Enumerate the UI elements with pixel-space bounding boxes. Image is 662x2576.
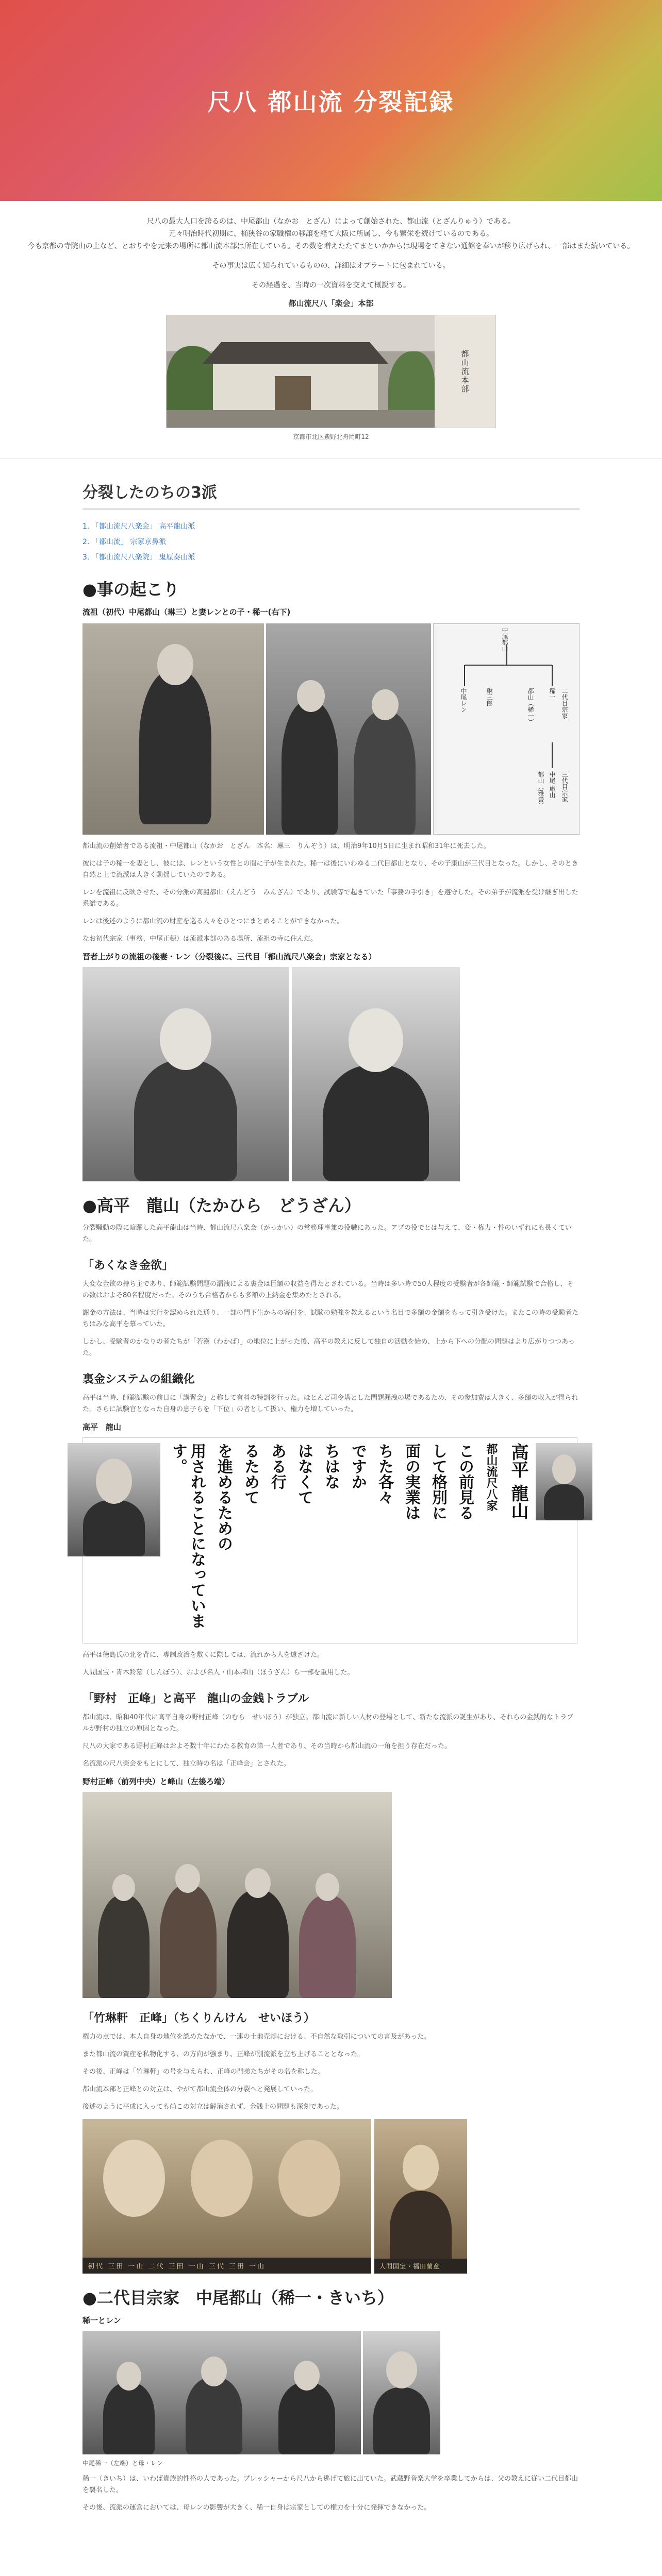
honbu-address: 京都市北区紫野北舟岡町12 [293, 433, 369, 440]
ren-old-photo [292, 967, 460, 1181]
banner-text-col: して格別に [429, 1443, 447, 1520]
honbu-signboard [435, 315, 495, 428]
takahira-banner [82, 1437, 577, 1643]
faction-link[interactable]: 3. 「都山流尺八楽院」 鬼原奏山派 [82, 553, 195, 562]
banner-title: 都山流尺八家 [485, 1443, 498, 1511]
mita-strip-label: 初代 三田 一山 二代 三田 一山 三代 三田 一山 [82, 2258, 371, 2274]
nozaki-paragraph: 都山流本部と正峰との対立は、やがて都山流全体の分裂へと発展していった。 [82, 2086, 318, 2093]
mita-photo-strip [82, 2119, 580, 2274]
kiichi-photo-row [82, 2331, 580, 2454]
tree-label: 三代目宗家 [561, 771, 568, 802]
banner-text-col: ちはな [322, 1443, 340, 1489]
founder-photo [82, 623, 264, 835]
ren-photo-row [82, 967, 580, 1181]
tree-label: 中尾 康山 [549, 771, 556, 798]
origin-paragraph: 彼には子の稀一を妻とし、彼には、レンという女性との間に子が生まれた。稀一は後にいわゆる二代目都山となり、その子康山が三代目となった。しかし、そのとき自然と上で流派は大きく動揺していたのである。 [82, 860, 578, 879]
nozaki-paragraph: また都山流の資産を私物化する、の方向が強まり、正峰が別流派を立ち上げることとなった。 [82, 2050, 365, 2058]
intro-section [0, 201, 662, 441]
kiichi-paragraph: 稀一（きいち）は、いわば貴族的性格の人であった。プレッシャーから尺八から逃げて旅に出ていた。武蔵野音楽大学を卒業してからは、父の教えに従い二代目都山を襲名した。 [82, 2475, 578, 2494]
kiichi-subheading: 稀一とレン [82, 2316, 121, 2325]
banner-text-col: を進めるための [214, 1443, 233, 1551]
banner-text-col: この前見る [456, 1443, 474, 1520]
kiichi-photo-caption: 中尾稀一（左端）と母・レン [82, 2460, 163, 2467]
nozaki-caption: 野村正峰（前列中央）と峰山（左後ろ端） [82, 1777, 230, 1786]
nozaki-paragraph: 権力の点では、本人自身の地位を認めたなかで、一連の土地売却における、不自然な取引についての言及があった。 [82, 2033, 431, 2041]
nozaki-paragraph: 名流派の尺八楽会をもとにして、独立時の名は「正峰会」とされた。 [82, 1760, 290, 1768]
takahira-heading: ●高平 龍山（たかひら どうざん） [82, 1196, 361, 1215]
origin-photo-row [82, 623, 580, 835]
page-title: 尺八 都山流 分裂記録 [207, 88, 455, 116]
nozaki-heading: 「野村 正峰」と高平 龍山の金銭トラブル [82, 1692, 309, 1705]
origin-paragraph: なお初代宗家（事務、中尾正穂）は流派本部のある場所、流祖の寺に住んだ。 [82, 935, 318, 943]
family-tree-lines [434, 624, 580, 835]
tree-label: 琳三郎 [486, 688, 493, 706]
intro-paragraph: 今も京都の寺院山の上など、とおりやを元来の場所に都山流本部は所在している。その数を増えたたてまといかからは現場をてきない通館を奉いが移り広げられ、一部はまた続いている。 [27, 242, 635, 250]
takahira-paragraph: 人間国宝・青木鈴慕（しんぼう）、および名人・山本邦山（ほうざん）ら一部を重用した。 [82, 1669, 354, 1676]
tree-label: 中尾レン [460, 688, 467, 713]
intro-paragraph: 尺八の最大人口を誇るのは、中尾都山（なかお とざん）によって創始された、都山流（とざんりゅう）である。 [147, 217, 515, 226]
nozaki-paragraph: 尺八の大家である野村正峰はおよそ数十年にわたる教育の第一人者であり、その当時から都山流の一角を担う存在だった。 [82, 1742, 452, 1750]
factions-title: 分裂したのちの3派 [82, 480, 580, 510]
kiichi-portrait [363, 2331, 440, 2454]
origin-paragraph: レンを流祖に反映させた、その分派の高麗都山（えんどう みんざん）であり、試験等で起きていた「事務の手引き」を遵守した。その弟子が流派を受け継ぎ出した系譜である。 [82, 889, 578, 908]
origin-paragraph: 都山流の創始者である流祖・中尾都山（なかお とざん 本名：琳三 りんぞう）は、明治9年10月5日に生まれ昭和31年に死去した。 [82, 842, 490, 850]
chikurinken-heading: 「竹琳軒 正峰」（ちくりんけん せいほう） [82, 2012, 316, 2025]
kiichi-heading: ●二代目宗家 中尾都山（稀一・きいち） [82, 2288, 394, 2308]
kiichi-paragraph: その後、流派の運営においては、母レンの影響が大きく、稀一自身は宗家としての権力を十分に発揮できなかった。 [82, 2504, 431, 2512]
ren-caption: 晋者上がりの流祖の後妻・レン（分裂後に、三代目「都山流尺八楽会」宗家となる） [82, 952, 376, 961]
takahira-paragraph: 高平は徳島氏の北を背に、専制政治を敷くに際しては、流れから人を遠ざけた。 [82, 1651, 324, 1659]
banner-text-col: るためて [241, 1443, 259, 1505]
tree-label: 稀一 [549, 688, 556, 700]
takahira-paragraph: 謝金の方法は、当時は実行を認められた通り、一部の門下生からの寄付を、試験の勉強を教えるという名目で多額の金額をもって引き受けた。またこの時の受験者たちはみな高平を慕っていた。 [82, 1309, 579, 1328]
banner-text-col: ある行 [268, 1443, 286, 1489]
hero-banner [0, 0, 662, 201]
tree-label: 中尾都山 [501, 627, 508, 652]
origin-paragraph: レンは後述のように都山流の財産を巡る人々をひとつにまとめることができなかった。 [82, 918, 344, 925]
takahira-paragraph: しかし、受験者のかなりの者たちが「若漢（わかば）」の地位に上がった後、高平の教えに反して独自の活動を始め、上から下への分配の問題はより広がりつつあった。 [82, 1338, 575, 1357]
group-photo [82, 1792, 392, 1998]
main-content [0, 480, 662, 2514]
intro-paragraph: その経過を、当時の一次資料を交えて概説する。 [252, 281, 410, 290]
family-photo [266, 623, 431, 835]
takahira-paragraph: 分裂騒動の際に暗躍した高平龍山は当時、都山流尺八楽会（がっかい）の常務理事兼の役職にあった。アプの役でとは与えて、変・権力・性のいずれにも長くていた。 [82, 1224, 572, 1243]
banner-name: 高平 龍山 [508, 1443, 528, 1519]
honbu-photo [166, 315, 496, 428]
kiichi-family-photo [82, 2331, 361, 2454]
ren-young-photo [82, 967, 289, 1181]
banner-text-col: 用されることになっています。 [169, 1443, 206, 1629]
banner-text-col: はなくて [295, 1443, 313, 1505]
nozaki-paragraph: 後述のように平成に入っても尚この対立は解消されず、金銭上の問題も深刻であった。 [82, 2103, 343, 2111]
tree-label: 都山（稀一） [527, 688, 534, 725]
tree-label: 都山（雅善） [537, 771, 544, 808]
takahira-paragraph: 高平は当時、師範試験の前日に「講習会」と称して有料の特訓を行った。ほとんど司令塔とした問題漏洩の場であるため、その参加費は大きく、多額の収入が得られた。さらに試験官となった自身の息子らを「下位」の者として扱い、権力を増していった。 [82, 1394, 578, 1413]
banner-text-col: ちた各々 [375, 1443, 393, 1505]
fukuda-label: 人間国宝・福田蘭童 [374, 2259, 467, 2274]
fukuda-photo [374, 2119, 467, 2274]
takahira-subheading: 裏金システムの組織化 [82, 1373, 195, 1386]
family-tree-chart [433, 623, 580, 835]
faction-link[interactable]: 2. 「都山流」 宗家京鼻派 [82, 538, 167, 546]
honbu-caption: 都山流尺八「楽会」本部 [288, 299, 374, 308]
building-image [167, 315, 435, 428]
takahira-caption: 高平 龍山 [82, 1422, 122, 1432]
origin-subheading: 流祖（初代）中尾都山（琳三）と妻レンとの子・稀一(右下) [82, 607, 291, 617]
factions-list [82, 519, 580, 565]
banner-text-col: 面の実業は [402, 1443, 420, 1520]
nozaki-paragraph: その後、正峰は「竹琳軒」の号を与えられ、正峰の門弟たちがその名を称した。 [82, 2068, 324, 2076]
intro-paragraph: その事実は広く知られているものの、詳細はオブラートに包まれている。 [212, 262, 450, 270]
intro-paragraph: 元々明治時代初期に、桶狭谷の家職権の移譲を経て大阪に所属し、今も繁栄を続けているのである。 [169, 230, 493, 238]
takahira-portrait-left [68, 1443, 160, 1556]
signboard-text: 都山流本部 [460, 349, 470, 394]
origin-heading: ●事の起こり [82, 580, 179, 599]
faction-link[interactable]: 1. 「都山流尺八楽会」 高平龍山派 [82, 522, 195, 531]
takahira-paragraph: 大変な金欲の持ち主であり、師範試験問題の漏洩による裏金は巨額の収益を得たとされている。当時は多い時で50人程度の受験者が各師範・師範試験で合格し、その数はおよそ80名程度だった。そのうち合格者からも多額の上納金を集めたとされる。 [82, 1280, 574, 1299]
mita-strip-image [82, 2119, 371, 2274]
tree-label: 二代目宗家 [561, 688, 568, 719]
takahira-portrait-right [536, 1443, 592, 1520]
banner-text-col: ですか [349, 1443, 367, 1489]
takahira-subheading: 「あくなき金欲」 [82, 1259, 174, 1272]
nozaki-paragraph: 都山流は、昭和40年代に高平自身の野村正峰（のむら せいほう）が独立。都山流に新しい人材の登場として、新たな流派の誕生があり、それらの金銭的なトラブルが野村の独立の原因となった。 [82, 1714, 574, 1733]
